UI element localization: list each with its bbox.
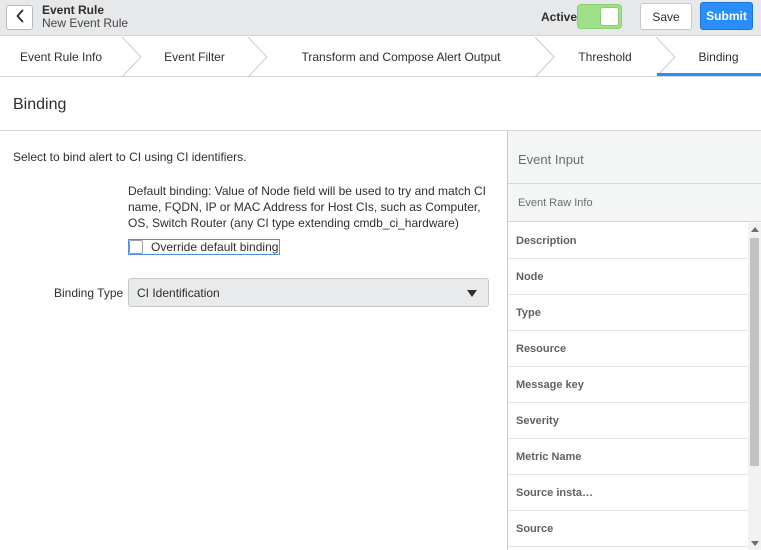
section-header bbox=[0, 78, 761, 131]
event-input-header bbox=[508, 131, 761, 184]
save-button[interactable]: Save bbox=[640, 3, 692, 30]
field-resource[interactable]: Resource bbox=[508, 331, 748, 367]
active-step-indicator bbox=[657, 73, 761, 76]
toggle-knob bbox=[600, 7, 619, 26]
binding-instruction: Select to bind alert to CI using CI identifiers. bbox=[13, 150, 247, 164]
field-metric-name[interactable]: Metric Name bbox=[508, 439, 748, 475]
field-list-scrollbar[interactable] bbox=[748, 223, 761, 550]
header-bar bbox=[0, 0, 761, 36]
field-source[interactable]: Source bbox=[508, 511, 748, 547]
page-title: Event Rule bbox=[42, 3, 105, 17]
chevron-left-icon bbox=[15, 9, 25, 26]
event-field-list bbox=[508, 223, 748, 550]
step-label: Event Filter bbox=[164, 50, 225, 64]
step-event-filter[interactable] bbox=[142, 37, 247, 77]
active-label: Active bbox=[541, 10, 578, 24]
step-separator-icon bbox=[655, 37, 677, 77]
override-default-binding-checkbox[interactable] bbox=[128, 239, 280, 255]
step-transform-compose[interactable] bbox=[268, 37, 534, 77]
step-binding[interactable] bbox=[676, 37, 761, 77]
record-titles bbox=[42, 4, 128, 30]
event-raw-info-row[interactable] bbox=[508, 184, 761, 222]
step-label: Event Rule Info bbox=[19, 50, 103, 64]
submit-button[interactable]: Submit bbox=[700, 2, 753, 30]
field-description[interactable]: Description bbox=[508, 223, 748, 259]
scroll-up-arrow-icon[interactable] bbox=[751, 227, 759, 232]
field-severity[interactable]: Severity bbox=[508, 403, 748, 439]
step-event-rule-info[interactable] bbox=[0, 37, 122, 77]
binding-type-label: Binding Type bbox=[54, 286, 124, 300]
scrollbar-thumb[interactable] bbox=[750, 238, 759, 466]
step-separator-icon bbox=[121, 37, 143, 77]
page-subtitle: New Event Rule bbox=[42, 16, 129, 30]
binding-type-value: CI Identification bbox=[137, 286, 220, 300]
step-separator-icon bbox=[534, 37, 556, 77]
step-navigation bbox=[0, 37, 761, 77]
step-label: Transform and Compose Alert Output bbox=[301, 50, 501, 64]
default-binding-description: Default binding: Value of Node field will be used to try and match CI name, FQDN, IP or MAC Address for Host CIs, such as Computer, OS, Switch Router (any CI type extending cmdb_ci_hardware) bbox=[128, 184, 486, 230]
override-label: Override default binding bbox=[151, 240, 279, 254]
section-title: Binding bbox=[13, 96, 67, 113]
field-type[interactable]: Type bbox=[508, 295, 748, 331]
step-separator-icon bbox=[247, 37, 269, 77]
event-input-panel bbox=[507, 131, 761, 550]
field-source-instance[interactable]: Source insta… bbox=[508, 475, 748, 511]
event-input-title: Event Input bbox=[518, 152, 584, 167]
back-button[interactable] bbox=[6, 5, 33, 30]
scroll-down-arrow-icon[interactable] bbox=[751, 541, 759, 546]
field-node[interactable]: Node bbox=[508, 259, 748, 295]
field-message-key[interactable]: Message key bbox=[508, 367, 748, 403]
step-label: Threshold bbox=[578, 50, 632, 64]
binding-type-select[interactable] bbox=[128, 278, 489, 307]
binding-form bbox=[0, 131, 507, 550]
step-label: Binding bbox=[698, 50, 739, 64]
caret-down-icon bbox=[467, 290, 477, 297]
checkbox-box[interactable] bbox=[129, 240, 143, 254]
event-raw-info-label: Event Raw Info bbox=[518, 197, 593, 209]
active-toggle[interactable] bbox=[577, 4, 622, 29]
step-threshold[interactable] bbox=[555, 37, 655, 77]
